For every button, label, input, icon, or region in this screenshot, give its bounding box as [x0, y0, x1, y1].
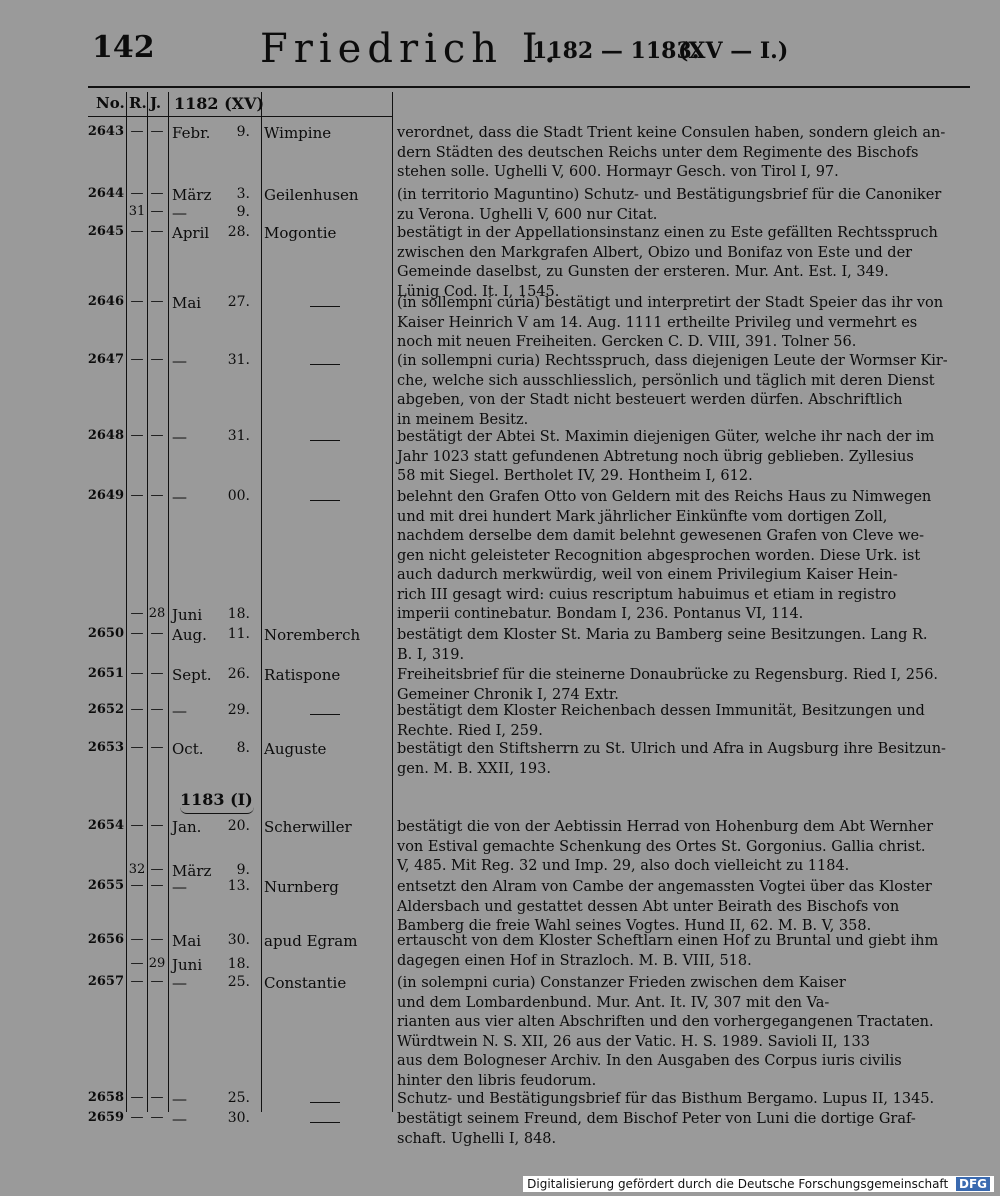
month: — — [172, 488, 187, 506]
place: Geilenhusen — [264, 186, 359, 204]
place: apud Egram — [264, 932, 358, 950]
regnal-year-r: — — [130, 878, 144, 893]
day: 11. — [227, 626, 250, 642]
day: 25. — [227, 1090, 250, 1106]
month: Sept. — [172, 666, 212, 684]
place — [264, 702, 390, 715]
regnal-year-r: — — [130, 428, 144, 443]
place — [264, 352, 390, 365]
place-dash — [310, 440, 340, 441]
regnal-year-r: — — [130, 124, 144, 139]
place: Scherwiller — [264, 818, 352, 836]
register-number: 2652 — [87, 702, 124, 717]
place: Noremberch — [264, 626, 361, 644]
month: — — [172, 878, 187, 896]
entry-text: verordnet, dass die Stadt Trient keine Consulen haben, sondern gleich an- dern Städten des deutschen Reichs unter dem Regimente des Bischofs stehen solle. Ughelli V, 600. Hormayr Gesch. von Tirol I, 97. — [397, 125, 946, 180]
page-number: 142 — [92, 30, 155, 65]
month: — — [172, 1090, 187, 1108]
register-number: 2654 — [87, 818, 124, 833]
place-dash — [310, 1102, 340, 1103]
place-dash — [310, 714, 340, 715]
day: 18. — [227, 606, 250, 622]
section-heading-1183 — [180, 790, 254, 814]
regnal-year-j: — — [150, 1110, 164, 1125]
entry-text: bestätigt die von der Aebtissin Herrad von Hohenburg dem Abt Wernher von Estival gemachte Schenkung des Ortes St. Gorgonius. Gallia christ. V, 485. Mit Reg. 32 und Imp. 29, also doch vielleicht zu 1184. — [397, 819, 934, 874]
column-divider — [261, 92, 262, 1112]
entry-text: ertauscht von dem Kloster Scheftlarn einen Hof zu Bruntal und giebt ihm dagegen einen Hof in Strazloch. M. B. VIII, 518. — [397, 933, 939, 969]
regnal-year-j: — — [150, 932, 164, 947]
place: Ratispone — [264, 666, 341, 684]
dfg-credit — [523, 1176, 994, 1192]
day: 18. — [227, 956, 250, 972]
entry-text: Freiheitsbrief für die steinerne Donaubrücke zu Regensburg. Ried I, 256. Gemeiner Chronik I, 274 Extr. — [397, 667, 939, 703]
place-dash — [310, 306, 340, 307]
day: 3. — [236, 186, 250, 202]
regnal-year-j: — — [150, 1090, 164, 1105]
month: März — [172, 186, 212, 204]
regnal-year-r: — — [130, 740, 144, 755]
place — [264, 428, 390, 441]
entry-text: bestätigt dem Kloster St. Maria zu Bamberg seine Besitzungen. Lang R. B. I, 319. — [397, 627, 928, 663]
regnal-year-j: — — [150, 224, 164, 239]
day: 26. — [227, 666, 250, 682]
month: Juni — [172, 956, 203, 974]
regnal-year-r: — — [130, 186, 144, 201]
regnal-year-r: — — [130, 1090, 144, 1105]
month: Jan. — [172, 818, 202, 836]
section-year-label: 1183 (I) — [180, 790, 253, 809]
register-number: 2650 — [87, 626, 124, 641]
day: 30. — [227, 932, 250, 948]
register-number: 2649 — [87, 488, 124, 503]
regnal-year-r: — — [130, 626, 144, 641]
day: 31. — [227, 352, 250, 368]
month: März — [172, 862, 212, 880]
month: — — [172, 702, 187, 720]
month: — — [172, 1110, 187, 1128]
month: Mai — [172, 294, 202, 312]
entry-text: Schutz- und Bestätigungsbrief für das Bisthum Bergamo. Lupus II, 1345. — [397, 1091, 935, 1107]
place: Nurnberg — [264, 878, 339, 896]
running-header — [92, 28, 892, 78]
entry-text: (in sollempni curia) Rechtsspruch, dass diejenigen Leute der Wormser Kir- che, welche sich ausschliesslich, persönlich und täglich mit deren Dienst abgeben, von der Stadt nicht besteuert werden dürfen. Abschriftlich in meinem Besitz. — [397, 353, 948, 428]
regnal-year-r: — — [130, 956, 144, 971]
register-number: 2647 — [87, 352, 124, 367]
regnal-year-j: — — [150, 428, 164, 443]
regnal-year-j: — — [150, 352, 164, 367]
day: 9. — [236, 204, 250, 220]
register-number: 2648 — [87, 428, 124, 443]
month: — — [172, 352, 187, 370]
regnal-year-j: — — [150, 974, 164, 989]
place — [264, 1090, 390, 1103]
entry-text: (in sollempni curia) bestätigt und interpretirt der Stadt Speier das ihr von Kaiser Heinrich V am 14. Aug. 1111 ertheilte Privileg und vermehrt es noch mit neuen Freiheiten. Gercken C. D. VIII, 391. Tolner 56. — [397, 295, 944, 350]
register-number: 2653 — [87, 740, 124, 755]
day: 30. — [227, 1110, 250, 1126]
column-header-year: 1182 (XV) — [174, 94, 265, 113]
regnal-year-j: — — [150, 124, 164, 139]
regnal-year-r: — — [130, 606, 144, 621]
regnal-year-j: — — [150, 666, 164, 681]
register-number: 2644 — [87, 186, 124, 201]
header-rule — [88, 86, 970, 88]
day: 28. — [227, 224, 250, 240]
day: 00. — [227, 488, 250, 504]
register-number: 2646 — [87, 294, 124, 309]
month: — — [172, 974, 187, 992]
entry-text: bestätigt in der Appellationsinstanz einen zu Este gefällten Rechtsspruch zwischen den Markgrafen Albert, Obizo und Bonifaz von Este und der Gemeinde daselbst, zu Gunsten der ersteren. Mur. Ant. Est. I, 349. Lünig Cod. It. I, 1545. — [397, 225, 938, 300]
month: April — [172, 224, 210, 242]
column-divider — [392, 92, 393, 1112]
regnal-year-j: — — [150, 186, 164, 201]
place: Auguste — [264, 740, 327, 758]
place — [264, 488, 390, 501]
register-number: 2656 — [87, 932, 124, 947]
register-number: 2643 — [87, 124, 124, 139]
place: Constantie — [264, 974, 347, 992]
register-number: 2659 — [87, 1110, 124, 1125]
page-title: Friedrich I. — [260, 26, 563, 72]
entry-text: belehnt den Grafen Otto von Geldern mit des Reichs Haus zu Nimwegen und mit drei hundert Mark jährlicher Einkünfte vom dortigen Zoll, nachdem derselbe dem damit belehnt gewesenen Grafen von Cleve we- gen nicht geleisteter Recognition abgesprochen worden. Diese Urk. ist auch dadurch merkwürdig, weil von einem Privilegium Kaiser Hein- rich III gesagt wird: cuius rescriptum habuimus et etiam in registro imperii continebatur. Bondam I, 236. Pontanus VI, 114. — [397, 489, 932, 622]
register-number: 2658 — [87, 1090, 124, 1105]
regnal-year-r: 32 — [128, 862, 146, 877]
regnal-year-j: — — [150, 626, 164, 641]
month: Juni — [172, 606, 203, 624]
regnal-year-r: 31 — [128, 204, 146, 219]
regnal-year-j: — — [150, 488, 164, 503]
regnal-year-j: — — [150, 294, 164, 309]
regnal-year-j: — — [150, 818, 164, 833]
dfg-credit-text: Digitalisierung gefördert durch die Deutsche Forschungsgemeinschaft — [527, 1177, 949, 1191]
day: 31. — [227, 428, 250, 444]
regnal-year-r: — — [130, 294, 144, 309]
header-regnal-years: (XV — I.) — [678, 38, 789, 64]
regnal-year-r: — — [130, 932, 144, 947]
entry-text: bestätigt seinem Freund, dem Bischof Peter von Luni die dortige Graf- schaft. Ughelli I, 848. — [397, 1111, 916, 1147]
month: Febr. — [172, 124, 211, 142]
place: Mogontie — [264, 224, 337, 242]
month: — — [172, 204, 187, 222]
column-header-j: J. — [150, 94, 162, 112]
place-dash — [310, 500, 340, 501]
entry-text: bestätigt den Stiftsherrn zu St. Ulrich und Afra in Augsburg ihre Besitzun- gen. M. B. XXII, 193. — [397, 741, 946, 777]
regnal-year-r: — — [130, 974, 144, 989]
regnal-year-j: — — [150, 702, 164, 717]
month: Aug. — [172, 626, 207, 644]
regnal-year-r: — — [130, 818, 144, 833]
entry-text: bestätigt dem Kloster Reichenbach dessen Immunität, Besitzungen und Rechte. Ried I, 259. — [397, 703, 925, 739]
month: — — [172, 428, 187, 446]
place: Wimpine — [264, 124, 332, 142]
regnal-year-j: — — [150, 740, 164, 755]
entry-text: bestätigt der Abtei St. Maximin diejenigen Güter, welche ihr nach der im Jahr 1023 statt gefundenen Abtretung noch übrig geblieben. Zyllesius 58 mit Siegel. Bertholet IV, 29. Hontheim I, 612. — [397, 429, 935, 484]
regnal-year-r: — — [130, 352, 144, 367]
column-divider — [126, 92, 127, 1112]
register-number: 2645 — [87, 224, 124, 239]
day: 27. — [227, 294, 250, 310]
day: 8. — [236, 740, 250, 756]
place-dash — [310, 1122, 340, 1123]
regnal-year-r: — — [130, 488, 144, 503]
day: 25. — [227, 974, 250, 990]
regnal-year-j: 28 — [148, 606, 166, 621]
day: 9. — [236, 862, 250, 878]
regnal-year-r: — — [130, 224, 144, 239]
month: Oct. — [172, 740, 204, 758]
regnal-year-r: — — [130, 666, 144, 681]
place-dash — [310, 364, 340, 365]
entry-text: (in territorio Maguntino) Schutz- und Bestätigungsbrief für die Canoniker zu Verona. Ughelli V, 600 nur Citat. — [397, 187, 942, 223]
month: Mai — [172, 932, 202, 950]
column-header-r: R. — [129, 94, 147, 112]
dfg-logo: DFG — [956, 1177, 990, 1191]
regnal-year-j: — — [150, 878, 164, 893]
day: 20. — [227, 818, 250, 834]
regnal-year-r: — — [130, 1110, 144, 1125]
register-number: 2655 — [87, 878, 124, 893]
regnal-year-j: — — [150, 862, 164, 877]
regnal-year-j: 29 — [148, 956, 166, 971]
register-number: 2657 — [87, 974, 124, 989]
entry-text: (in solempni curia) Constanzer Frieden zwischen dem Kaiser und dem Lombardenbund. Mur. Ant. It. IV, 307 mit den Va- rianten aus vier alten Abschriften und den vorhergegangenen Tractaten. Würdtwein N. S. XII, 26 aus der Vatic. H. S. 1989. Savioli II, 133 aus dem Bologneser Archiv. In den Ausgaben des Corpus iuris civilis hinter den libris feudorum. — [397, 975, 934, 1089]
day: 9. — [236, 124, 250, 140]
regnal-year-r: — — [130, 702, 144, 717]
day: 13. — [227, 878, 250, 894]
register-number: 2651 — [87, 666, 124, 681]
regnal-year-j: — — [150, 204, 164, 219]
column-divider — [168, 92, 169, 1112]
column-header-rule — [88, 116, 392, 117]
column-header-no: No. — [96, 94, 125, 112]
day: 29. — [227, 702, 250, 718]
header-years: 1182 — 1183. — [532, 38, 700, 64]
entry-text: entsetzt den Alram von Cambe der angemassten Vogtei über das Kloster Aldersbach und gestattet dessen Abt unter Beirath des Bischofs von Bamberg die freie Wahl seines Vogtes. Hund II, 62. M. B. V, 358. — [397, 879, 932, 934]
place — [264, 1110, 390, 1123]
place — [264, 294, 390, 307]
